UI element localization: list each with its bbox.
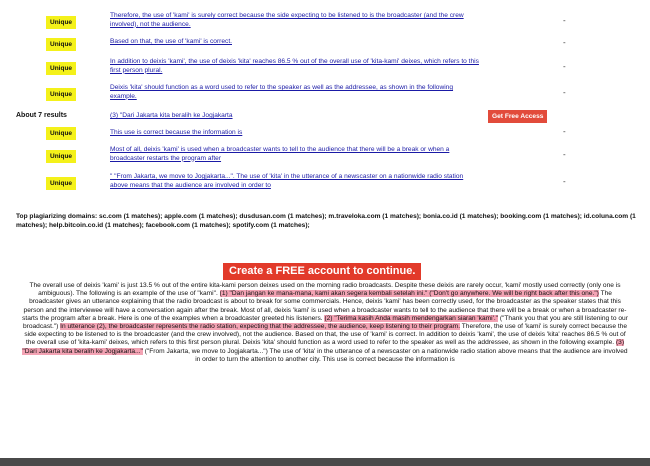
document-paragraph [20,282,630,364]
paragraph-text: ("From Jakarta, we move to Jogjakarta...") The use of 'kita' in the utterance of a newscaster on a nationwide radio station above means that the audience are involved in order to turn the attention to another city. This use is correct because the information is [142,347,628,363]
result-dash: - [563,127,566,136]
matched-highlight: (1) "Dan jangan ke mana-mana, kami akan segera kembali setelah ini." ("Don't go anywhere. We will be right back after this one.") [219,290,599,298]
result-dash: - [563,16,566,25]
matched-highlight: (2) "Terima kasih Anda masih mendengarkan siaran 'kami'." [324,314,499,322]
result-snippet-link[interactable]: Deixis 'kita' should function as a word used to refer to the speaker as well as the addressee, as shown in the following example. [110,84,454,100]
unique-badge: Unique [46,150,76,163]
result-snippet-link[interactable]: Based on that, the use of 'kami' is correct. [110,38,232,45]
results-count: About 7 results [16,112,67,119]
result-snippet-link[interactable]: Most of all, deixis 'kami' is used when a broadcaster wants to tell to the audience that there will be a break or when a broadcaster restarts the program after [110,146,450,162]
matched-highlight: In utterance (2), the broadcaster represents the radio station, expecting that the addressee, the audience, keep listening to their program. [60,323,461,331]
result-snippet-link[interactable]: " "From Jakarta, we move to Jogjakarta...". The use of 'kita' in the utterance of a newscaster on a nationwide radio station above means that the audience are involved in order to [110,173,464,189]
result-snippet-link[interactable]: (3) "Dari Jakarta kita beralih ke Jogjakarta [110,112,233,119]
result-dash: - [563,62,566,71]
result-dash: - [563,150,566,159]
result-dash: - [563,38,566,47]
unique-badge: Unique [46,16,76,29]
result-snippet-link[interactable]: This use is correct because the information is [110,129,243,136]
unique-badge: Unique [46,38,76,51]
paragraph-text: Therefore, the use of 'kami' is surely correct because the side expecting to be listened to is the broadcaster (and the crew involved), not the audience. Based on that, the use of 'kami' is correct. In addition to deixis 'kami', the use of deixis 'kita' reaches 86.5 % out of the overall use of 'kita-kami' deixes, which refers to this first person plural. Deixis 'kita' should function as a word used to refer to the speaker as well as the addressee, as shown in the following example. [24,323,628,347]
unique-badge: Unique [46,88,76,101]
create-account-banner[interactable]: Create a FREE account to continue. [223,263,421,280]
unique-badge: Unique [46,62,76,75]
get-free-access-button[interactable]: Get Free Access [488,110,547,123]
result-dash: - [563,88,566,97]
result-dash: - [563,177,566,186]
result-snippet-link[interactable]: In addition to deixis 'kami', the use of deixis 'kita' reaches 86.5 % out of the overall use of 'kita-kami' deixes, which refers to this first person plural. [110,58,479,74]
paragraph-text: The overall use of deixis 'kami' is just 13.5 % out of the entire kita-kami person deixes used on the morning radio broadcasts. Despite these deixis are rarely occur, 'kami' mostly used correctly (only one is ambiguous). The following is an example of the use of "kami". [29,282,621,298]
plagiarizing-domains: Top plagiarizing domains: sc.com (1 matches); apple.com (1 matches); dusdusan.com (1 matches); m.traveloka.com (1 matches); bonia.co.id (1 matches); booking.com (1 matches); id.coluna.com (1 matches); help.bitcoin.co.id (1 matches); facebook.com (1 matches); spotify.com (1 matches); [16,213,636,229]
bottom-bar [0,458,650,466]
paragraph-text: The broadcaster gives an utterance explaining that the radio broadcast is about to break for some commercials. Hence, deixis 'kami' has been correctly used, for the broadcaster as the speaker states that this person and the interviewee will have a conversation again after the break. Most of all, deixis 'kami' is used when a broadcaster wants to tell to the audience that there will be a break or when a broadcaster re-starts the program after a break. Here is one of the examples when a broadcaster greeted his listeners. [22,290,627,322]
matched-highlight: (3) "Dari Jakarta kita beralih ke Jogjakarta..." [22,339,625,355]
paragraph-text: ("Thank you that you are still listening to our broadcast.") [22,314,628,331]
unique-badge: Unique [46,177,76,190]
result-snippet-link[interactable]: Therefore, the use of 'kami' is surely correct because the side expecting to be listened to is the broadcaster (and the crew involved), not the audience. [110,12,464,28]
unique-badge: Unique [46,127,76,140]
